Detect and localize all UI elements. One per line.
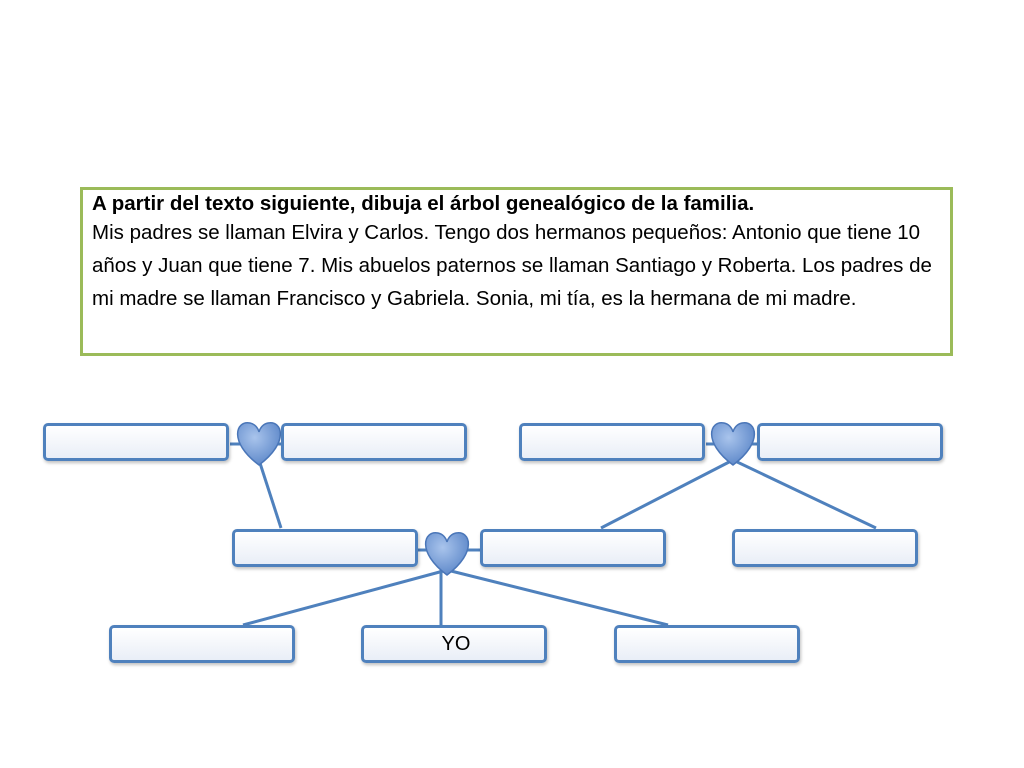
- mother-box[interactable]: [480, 529, 666, 567]
- paternal-grandmother-box[interactable]: [281, 423, 467, 461]
- connector-parents-couple-to-right-sibling: [447, 570, 668, 625]
- right-sibling-box[interactable]: [614, 625, 800, 663]
- paternal-grandparents-heart-icon: [238, 423, 281, 465]
- left-sibling-box[interactable]: [109, 625, 295, 663]
- aunt-box[interactable]: [732, 529, 918, 567]
- maternal-grandfather-box[interactable]: [519, 423, 705, 461]
- self-box[interactable]: [361, 625, 547, 663]
- self-label: YO: [441, 632, 471, 655]
- maternal-grandparents-heart-icon: [712, 423, 755, 465]
- connector-parents-couple-to-left-sibling: [243, 570, 447, 625]
- instruction-body: Mis padres se llaman Elvira y Carlos. Tengo dos hermanos pequeños: Antonio que tiene 10 años y Juan que tiene 7. Mis abuelos paternos se llaman Santiago y Roberta. Los padres de mi madre se llaman Francisco y Gabriela. Sonia, mi tía, es la hermana de mi madre.: [92, 221, 932, 310]
- connector-maternal-couple-to-mother: [601, 460, 733, 528]
- connector-paternal-couple-to-father: [259, 460, 281, 528]
- paternal-grandfather-box[interactable]: [43, 423, 229, 461]
- connector-maternal-couple-to-aunt: [733, 460, 876, 528]
- parents-heart-icon: [426, 533, 469, 575]
- maternal-grandmother-box[interactable]: [757, 423, 943, 461]
- instruction-title: A partir del texto siguiente, dibuja el árbol genealógico de la familia.: [92, 192, 755, 215]
- father-box[interactable]: [232, 529, 418, 567]
